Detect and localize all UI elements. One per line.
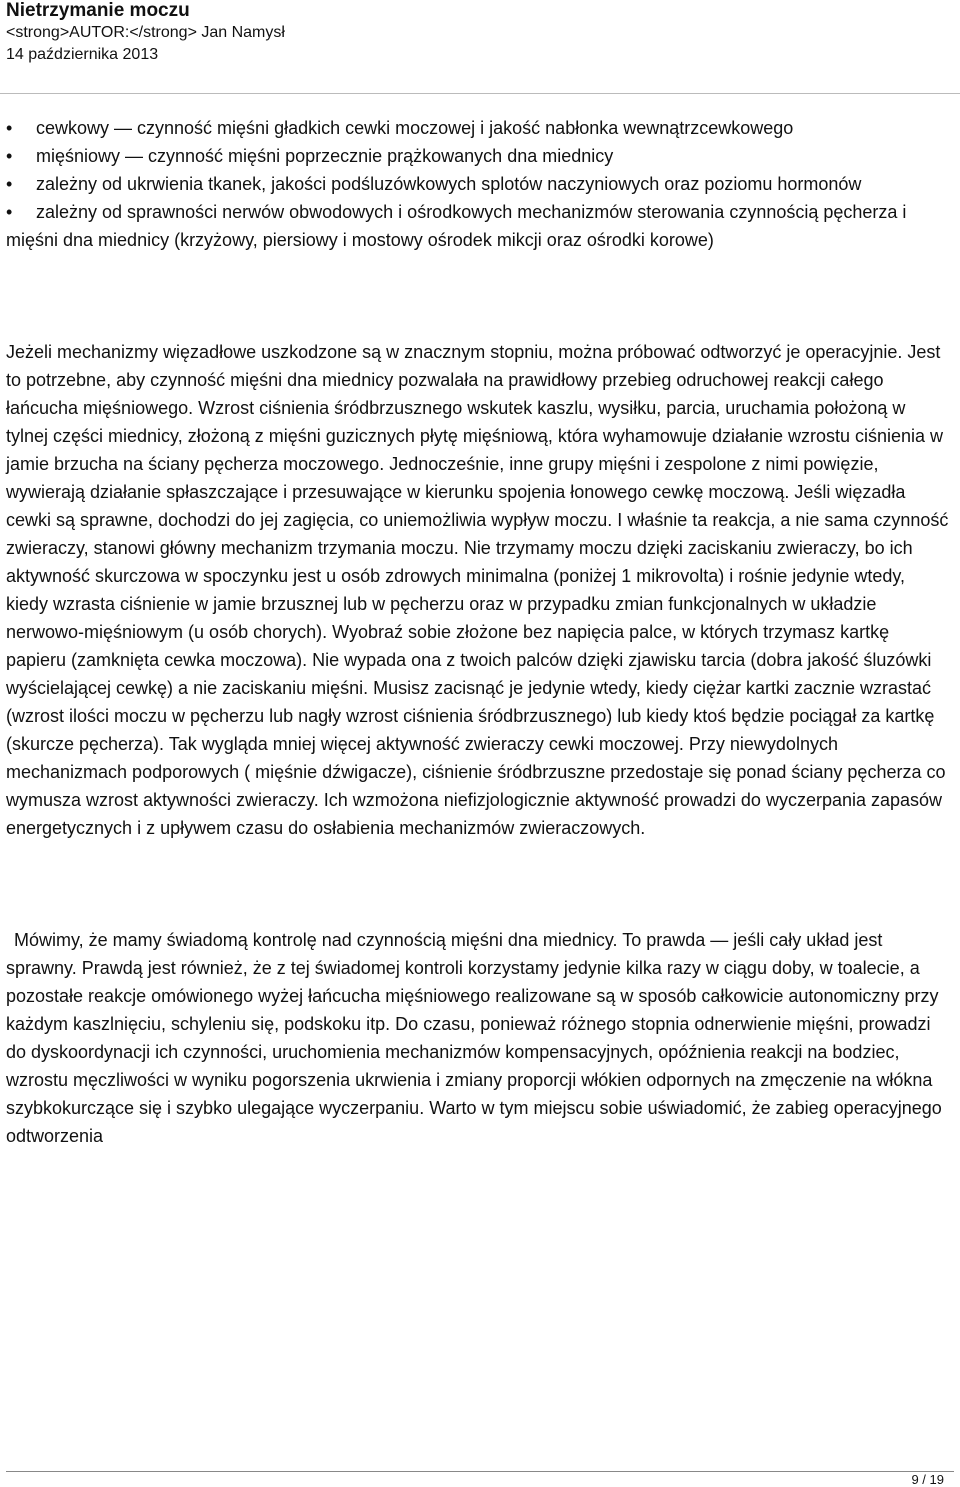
list-item	[6, 114, 950, 142]
bullet-icon: •	[6, 174, 13, 194]
bullet-icon: •	[6, 118, 13, 138]
bullet-list	[6, 114, 950, 254]
bullet-icon: •	[6, 146, 13, 166]
author-line: <strong>AUTOR:</strong> Jan Namysł	[6, 24, 285, 41]
list-item-text: cewkowy — czynność mięśni gładkich cewki moczowej i jakość nabłonka wewnątrzcewkowego	[36, 118, 794, 138]
list-item	[6, 142, 950, 170]
list-item-text: zależny od sprawności nerwów obwodowych i ośrodkowych mechanizmów sterowania czynnością pęcherza i mięśni dna miednicy (krzyżowy, piersiowy i mostowy ośrodek mikcji oraz ośrodki korowe)	[6, 202, 907, 250]
page-number: 9 / 19	[911, 1472, 944, 1487]
body-paragraph: Mówimy, że mamy świadomą kontrolę nad czynnością mięśni dna miednicy. To prawda — jeśli cały układ jest sprawny. Prawdą jest również, że z tej świadomej kontroli korzystamy jedynie kilka razy w ciągu doby, w toalecie, a pozostałe reakcje omówionego wyżej łańcucha mięśniowego realizowane są w sposób całkowicie autonomiczny przy każdym kaszlnięciu, schyleniu się, podskoku itp. Do czasu, ponieważ różnego stopnia odnerwienie mięśni, prowadzi do dyskoordynacji ich czynności, uruchomienia mechanizmów kompensacyjnych, opóźnienia reakcji na bodziec, wzrostu męczliwości w wyniku pogorszenia ukrwienia i zmiany proporcji włókien odpornych na zmęczenie na włókna szybkokurczące się i szybko ulegające wyczerpaniu. Warto w tym miejscu sobie uświadomić, że zabieg operacyjnego odtworzenia	[6, 930, 942, 1146]
page-title: Nietrzymanie moczu	[6, 0, 190, 21]
header-divider	[0, 93, 960, 94]
list-item-text: zależny od ukrwienia tkanek, jakości podśluzówkowych splotów naczyniowych oraz poziomu hormonów	[36, 174, 862, 194]
publish-date: 14 października 2013	[6, 46, 159, 63]
list-item-text: mięśniowy — czynność mięśni poprzecznie prążkowanych dna miednicy	[36, 146, 614, 166]
list-item	[6, 170, 950, 198]
bullet-icon: •	[6, 202, 13, 222]
body-paragraph: Jeżeli mechanizmy więzadłowe uszkodzone są w znacznym stopniu, można próbować odtworzyć je operacyjnie. Jest to potrzebne, aby czynność mięśni dna miednicy pozwalała na prawidłowy przebieg odruchowej reakcji całego łańcucha mięśniowego. Wzrost ciśnienia śródbrzusznego wskutek kaszlu, wysiłku, parcia, uruchamia położoną w tylnej części miednicy, złożoną z mięśni guzicznych płytę mięśniową, która wyhamowuje działanie wzrostu ciśnienia w jamie brzucha na ściany pęcherza moczowego. Jednocześnie, inne grupy mięśni i zespolone z nimi powięzie, wywierają działanie spłaszczające i przesuwające w kierunku spojenia łonowego cewkę moczową. Jeśli więzadła cewki są sprawne, dochodzi do jej zagięcia, co uniemożliwia wypływ moczu. I właśnie ta reakcja, a nie sama czynność zwieraczy, stanowi główny mechanizm trzymania moczu. Nie trzymamy moczu dzięki zaciskaniu zwieraczy, bo ich aktywność skurczowa w spoczynku jest u osób zdrowych minimalna (poniżej 1 mikrovolta) i rośnie jedynie wtedy, kiedy wzrasta ciśnienie w jamie brzusznej lub w pęcherzu oraz w przypadku zmian funkcjonalnych w układzie nerwowo-mięśniowym (u osób chorych). Wyobraź sobie złożone bez napięcia palce, w których trzymasz kartkę papieru (zamknięta cewka moczowa). Nie wypada ona z twoich palców dzięki zjawisku tarcia (dobra jakość śluzówki wyścielającej cewkę) a nie zaciskaniu mięśni. Musisz zacisnąć je jedynie wtedy, kiedy ciężar kartki zacznie wzrastać (wzrost ilości moczu w pęcherzu lub nagły wzrost ciśnienia śródbrzusznego) lub kiedy ktoś będzie pociągał za kartkę (skurcze pęcherza). Tak wygląda mniej więcej aktywność zwieraczy cewki moczowej. Przy niewydolnych mechanizmach podporowych ( mięśnie dźwigacze), ciśnienie śródbrzuszne przedostaje się ponad ściany pęcherza co wymusza wzrost aktywności zwieraczy. Ich wzmożona niefizjologicznie aktywność prowadzi do wyczerpania zapasów energetycznych i z upływem czasu do osłabienia mechanizmów zwieraczowych.	[6, 342, 949, 838]
page-header	[6, 0, 954, 66]
list-item	[6, 198, 950, 254]
article-body	[6, 114, 950, 1150]
footer-divider	[6, 1471, 954, 1472]
